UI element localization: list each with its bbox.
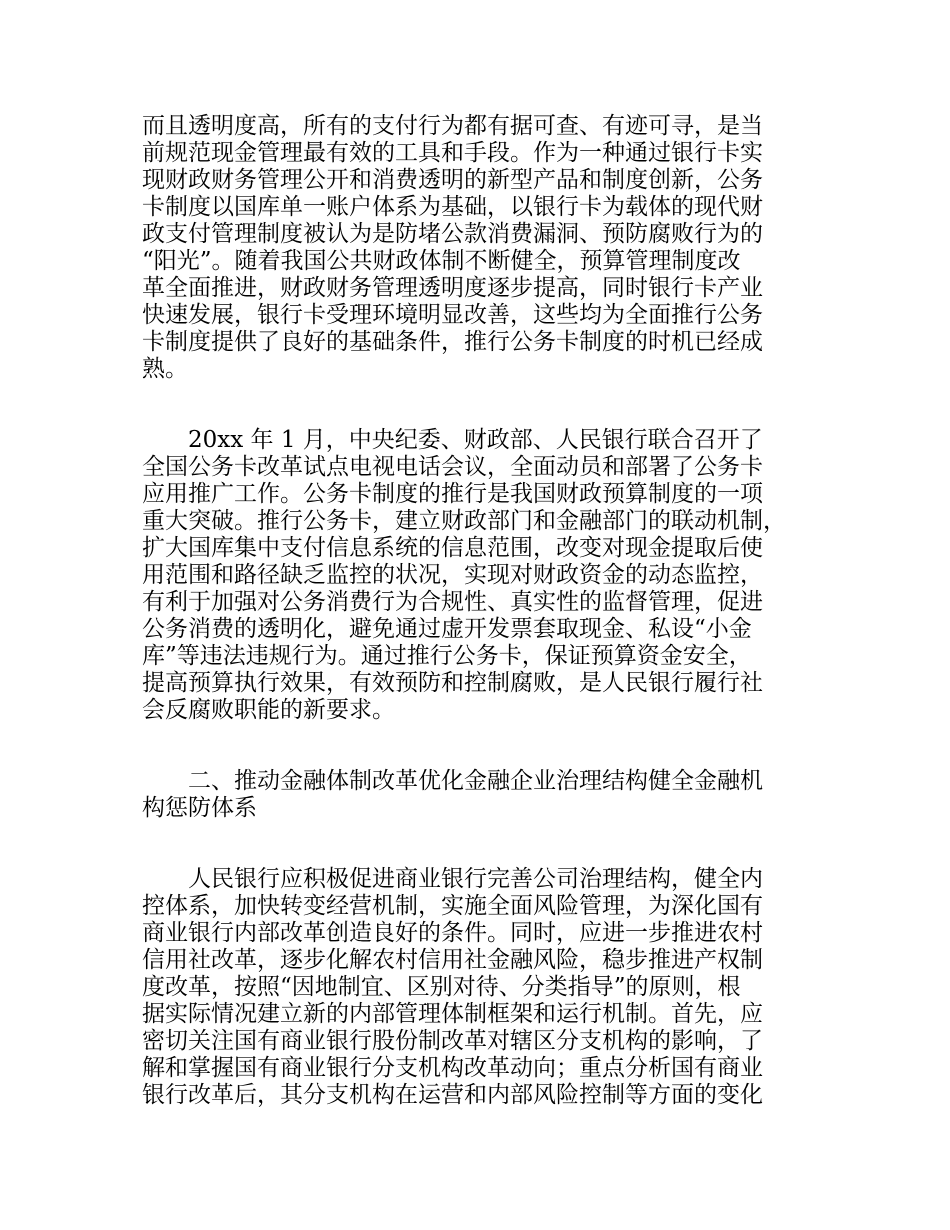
paragraph-line: 控体系，加快转变经营机制，实施全面风险管理，为深化国有 [142,893,763,919]
paragraph-line: 据实际情况建立新的内部管理体制框架和运行机制。首先，应 [142,1001,763,1027]
paragraph-line: 用范围和路径缺乏监控的状况，实现对财政资金的动态监控， [142,562,763,588]
paragraph-line: 革全面推进，财政财务管理透明度逐步提高，同时银行卡产业 [142,275,763,301]
paragraph-line: 解和掌握国有商业银行分支机构改革动向；重点分析国有商业 [142,1055,763,1081]
paragraph-line: 熟。 [142,356,188,382]
paragraph-spacer [142,724,818,768]
paragraph-line: 卡制度提供了良好的基础条件，推行公务卡制度的时机已经成 [142,329,763,355]
paragraph-line: 现财政财务管理公开和消费透明的新型产品和制度创新，公务 [142,167,763,193]
paragraph-line: 前规范现金管理最有效的工具和手段。作为一种通过银行卡实 [142,140,763,166]
paragraph-3 [142,866,818,1109]
paragraph-line: 快速发展，银行卡受理环境明显改善，这些均为全面推行公务 [142,302,763,328]
paragraph-line: 卡制度以国库单一账户体系为基础，以银行卡为载体的现代财 [142,194,763,220]
paragraph-line: 20xx 年 1 月，中央纪委、财政部、人民银行联合召开了 [188,427,763,453]
paragraph-2 [142,427,818,724]
paragraph-line: 商业银行内部改革创造良好的条件。同时，应进一步推进农村 [142,920,763,946]
paragraph-line: 有利于加强对公务消费行为合规性、真实性的监督管理，促进 [142,589,763,615]
paragraph-line: 提高预算执行效果，有效预防和控制腐败，是人民银行履行社 [142,670,763,696]
heading-line: 构惩防体系 [142,795,257,821]
document-page [142,113,818,1109]
paragraph-spacer [142,383,818,427]
section-heading [142,768,818,822]
paragraph-line: 信用社改革，逐步化解农村信用社金融风险，稳步推进产权制 [142,947,763,973]
heading-line: 二、推动金融体制改革优化金融企业治理结构健全金融机 [188,768,763,794]
paragraph-line: 政支付管理制度被认为是防堵公款消费漏洞、预防腐败行为的 [142,221,763,247]
paragraph-line: 扩大国库集中支付信息系统的信息范围，改变对现金提取后使 [142,535,763,561]
paragraph-1 [142,113,818,383]
paragraph-line: 重大突破。推行公务卡，建立财政部门和金融部门的联动机制， [142,508,786,534]
paragraph-line: 银行改革后，其分支机构在运营和内部风险控制等方面的变化 [142,1082,763,1108]
paragraph-line: 度改革，按照“因地制宜、区别对待、分类指导”的原则，根 [142,974,741,1000]
paragraph-spacer [142,822,818,866]
paragraph-line: 人民银行应积极促进商业银行完善公司治理结构，健全内 [188,866,763,892]
paragraph-line: 库”等违法违规行为。通过推行公务卡，保证预算资金安全， [142,643,752,669]
paragraph-line: 而且透明度高，所有的支付行为都有据可查、有迹可寻，是当 [142,113,763,139]
paragraph-line: 应用推广工作。公务卡制度的推行是我国财政预算制度的一项 [142,481,763,507]
paragraph-line: 全国公务卡改革试点电视电话会议，全面动员和部署了公务卡 [142,454,763,480]
paragraph-line: 密切关注国有商业银行股份制改革对辖区分支机构的影响，了 [142,1028,763,1054]
paragraph-line: 会反腐败职能的新要求。 [142,697,395,723]
paragraph-line: 公务消费的透明化，避免通过虚开发票套取现金、私设“小金 [142,616,752,642]
paragraph-line: “阳光”。随着我国公共财政体制不断健全，预算管理制度改 [142,248,741,274]
